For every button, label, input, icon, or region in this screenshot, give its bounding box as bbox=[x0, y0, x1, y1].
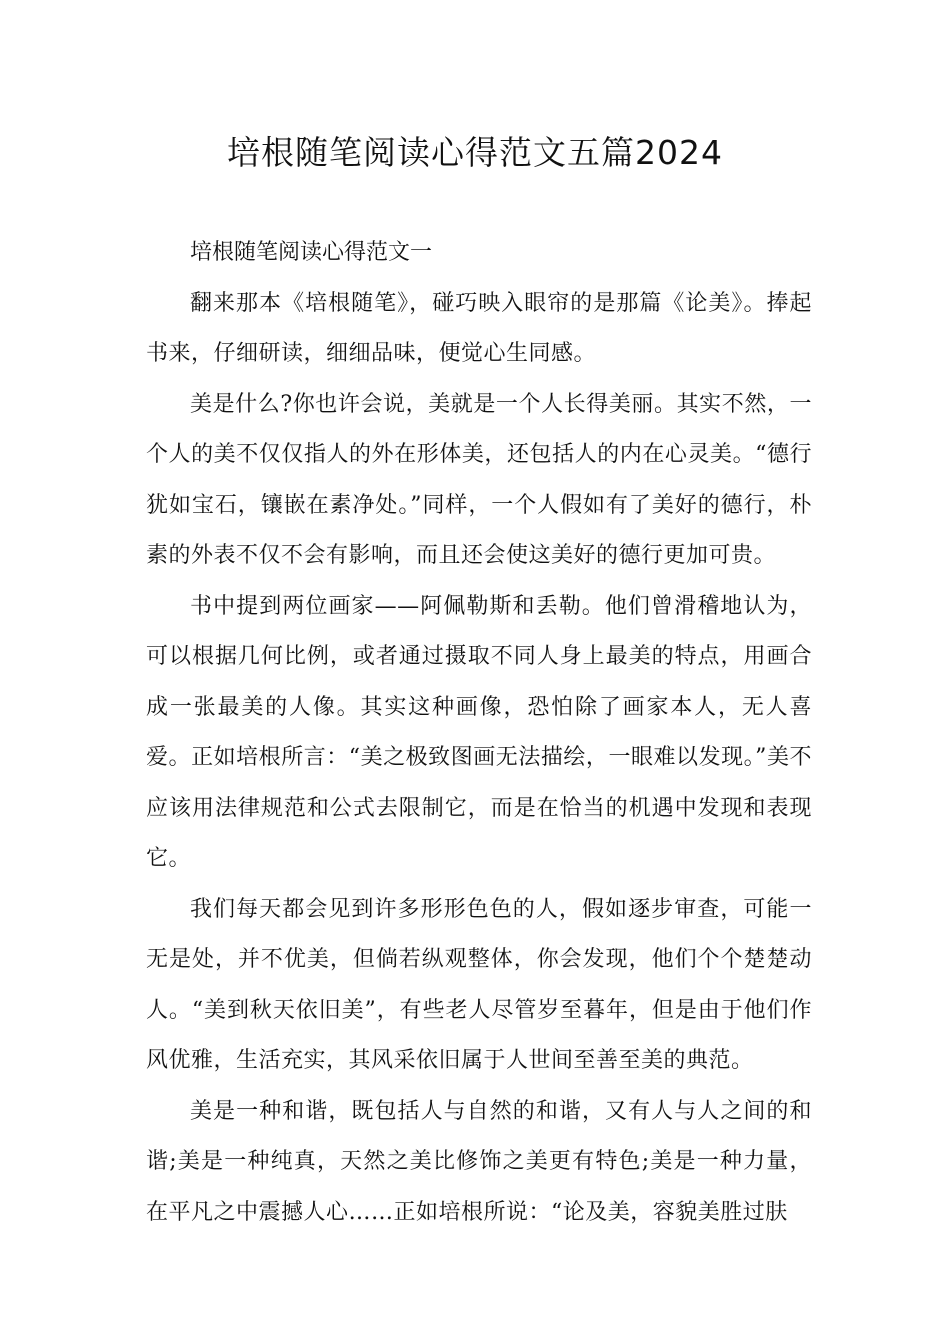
document-title: 培根随笔阅读心得范文五篇2024 bbox=[227, 133, 723, 172]
paragraph: 我们每天都会见到许多形形色色的人，假如逐步审查，可能一无是处，并不优美，但倘若纵观整体，你会发现，他们个个楚楚动人。“美到秋天依旧美”，有些老人尽管岁至暮年，但是由于他们作风优雅，生活充实，其风采依旧属于人世间至善至美的典范。 bbox=[146, 896, 812, 1073]
section-heading: 培根随笔阅读心得范文一 bbox=[190, 240, 433, 265]
paragraph: 翻来那本《培根随笔》，碰巧映入眼帘的是那篇《论美》。捧起书来，仔细研读，细细品味，便觉心生同感。 bbox=[146, 290, 812, 366]
document-body bbox=[146, 228, 812, 1238]
paragraph: 美是一种和谐，既包括人与自然的和谐，又有人与人之间的和谐;美是一种纯真，天然之美比修饰之美更有特色;美是一种力量，在平凡之中震撼人心……正如培根所说：“论及美，容貌美胜过肤 bbox=[146, 1098, 812, 1225]
paragraph: 书中提到两位画家——阿佩勒斯和丢勒。他们曾滑稽地认为，可以根据几何比例，或者通过摄取不同人身上最美的特点，用画合成一张最美的人像。其实这种画像，恐怕除了画家本人，无人喜爱。正如培根所言：“美之极致图画无法描绘，一眼难以发现。”美不应该用法律规范和公式去限制它，而是在恰当的机遇中发现和表现它。 bbox=[146, 593, 812, 871]
paragraph: 美是什么?你也许会说，美就是一个人长得美丽。其实不然，一个人的美不仅仅指人的外在形体美，还包括人的内在心灵美。“德行犹如宝石，镶嵌在素净处。”同样，一个人假如有了美好的德行，朴素的外表不仅不会有影响，而且还会使这美好的德行更加可贵。 bbox=[146, 391, 812, 568]
